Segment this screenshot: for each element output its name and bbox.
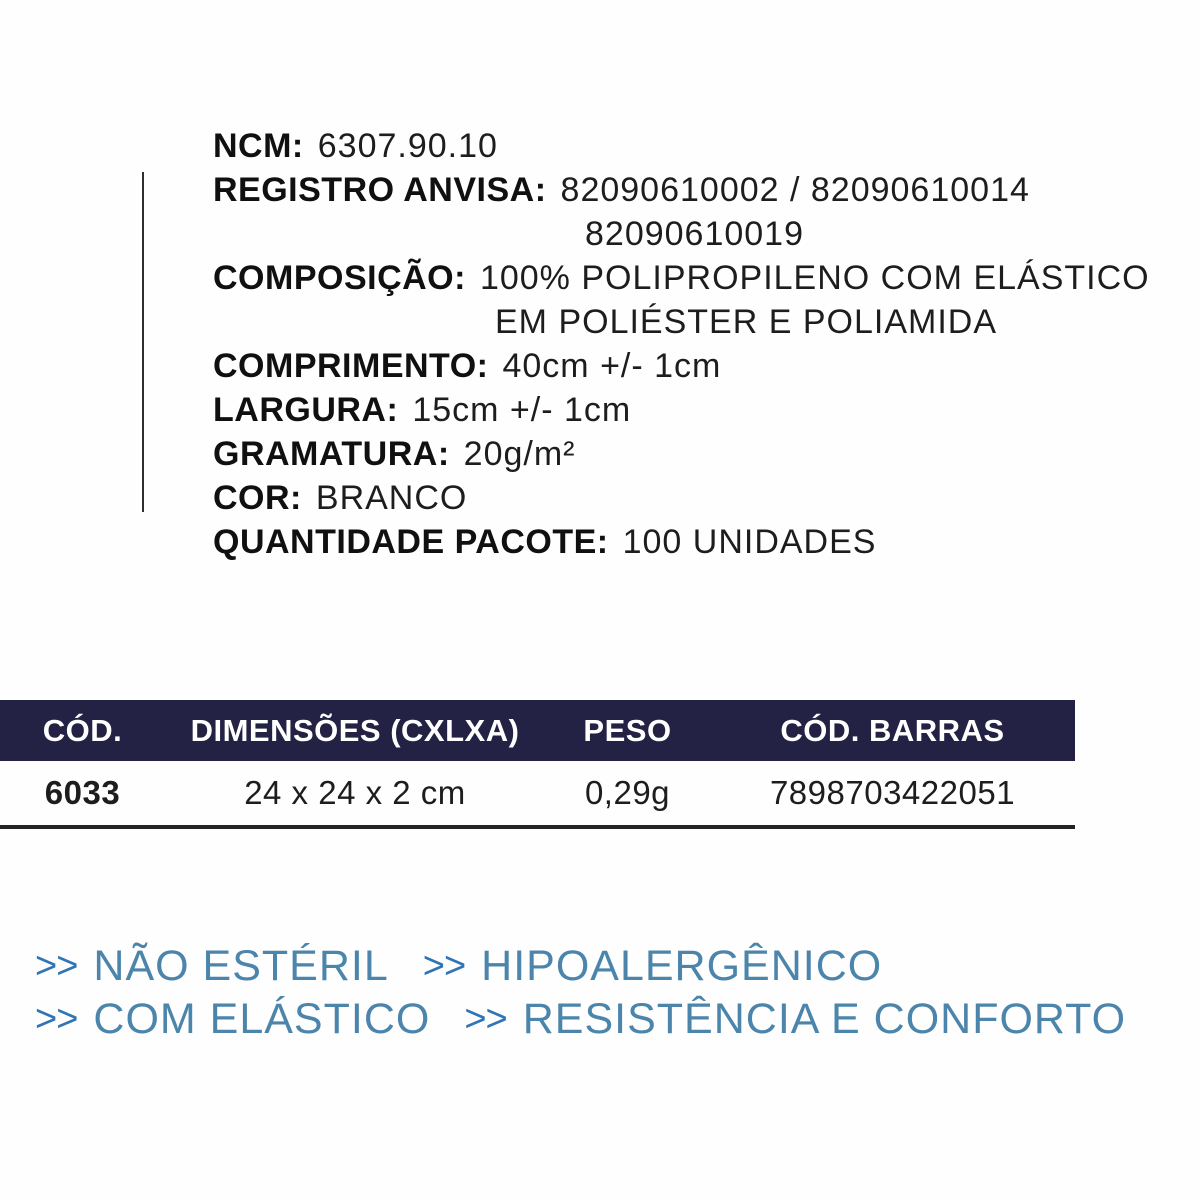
table-cell-peso: 0,29g <box>584 774 671 811</box>
spec-quantidade-pacote <box>213 520 1150 564</box>
spec-composicao <box>213 256 1150 300</box>
spec-composicao-continuation <box>213 300 1150 344</box>
spec-value: 40cm +/- 1cm <box>502 347 722 385</box>
feature-row <box>35 993 1160 1046</box>
spec-registro-anvisa <box>213 168 1150 212</box>
spec-label: COMPOSIÇÃO: <box>213 259 466 297</box>
feature-hipoalergenico: HIPOALERGÊNICO <box>481 942 883 990</box>
spec-label: LARGURA: <box>213 391 399 429</box>
spec-largura <box>213 388 1150 432</box>
double-chevron-icon: >> <box>422 945 466 987</box>
spec-label: GRAMATURA: <box>213 435 450 473</box>
spec-ncm <box>213 124 1150 168</box>
spec-label: QUANTIDADE PACOTE: <box>213 523 609 561</box>
table-header-dimensoes: DIMENSÕES (CXLXA) <box>190 712 520 748</box>
spec-value: 100 UNIDADES <box>622 523 877 561</box>
table-cell-cod-barras: 7898703422051 <box>769 774 1016 811</box>
table-cell-cod: 6033 <box>44 774 121 811</box>
spec-value: 82090610019 <box>585 215 805 253</box>
spec-value: 100% POLIPROPILENO COM ELÁSTICO <box>479 259 1150 297</box>
feature-com-elastico: COM ELÁSTICO <box>93 995 431 1043</box>
spec-value: BRANCO <box>315 479 468 517</box>
spec-value: 82090610002 / 82090610014 <box>560 171 1030 209</box>
spec-label: REGISTRO ANVISA: <box>213 171 547 209</box>
double-chevron-icon: >> <box>35 945 78 987</box>
table-header-row <box>0 700 1075 761</box>
spec-list <box>213 124 1150 564</box>
spec-value: 6307.90.10 <box>317 127 498 165</box>
table-row <box>0 761 1075 829</box>
spec-registro-anvisa-continuation <box>213 212 1150 256</box>
table-header-peso: PESO <box>583 712 672 748</box>
feature-nao-esteril: NÃO ESTÉRIL <box>93 942 389 990</box>
spec-cor <box>213 476 1150 520</box>
vertical-divider <box>142 172 144 512</box>
product-table <box>0 700 1075 829</box>
table-header-cod: CÓD. <box>42 712 123 748</box>
table-header-cod-barras: CÓD. BARRAS <box>780 712 1005 748</box>
spec-label: NCM: <box>213 127 304 165</box>
spec-label: COMPRIMENTO: <box>213 347 489 385</box>
spec-value: 20g/m² <box>463 435 576 473</box>
spec-gramatura <box>213 432 1150 476</box>
spec-comprimento <box>213 344 1150 388</box>
double-chevron-icon: >> <box>35 998 78 1040</box>
spec-value: 15cm +/- 1cm <box>412 391 632 429</box>
table-cell-dimensoes: 24 x 24 x 2 cm <box>244 774 466 811</box>
feature-resistencia-conforto: RESISTÊNCIA E CONFORTO <box>522 995 1127 1043</box>
spec-label: COR: <box>213 479 302 517</box>
double-chevron-icon: >> <box>464 998 507 1040</box>
spec-value: EM POLIÉSTER E POLIAMIDA <box>495 303 998 341</box>
feature-callouts <box>35 940 1160 1046</box>
feature-row <box>35 940 1160 993</box>
